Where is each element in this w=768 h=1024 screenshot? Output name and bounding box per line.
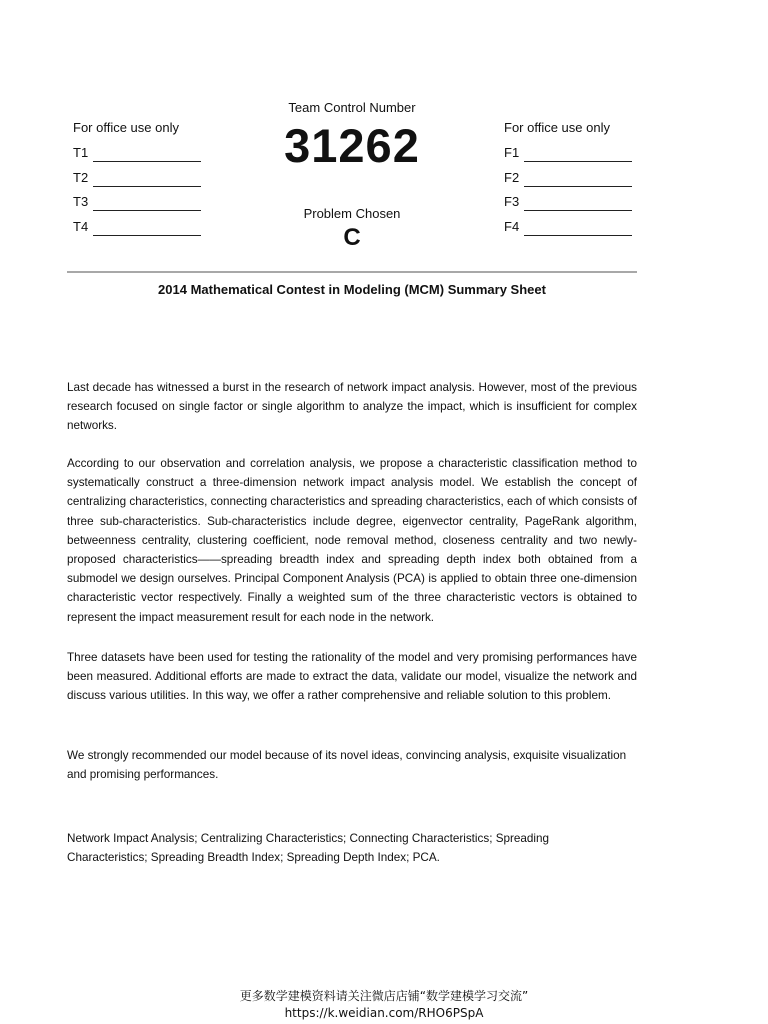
office-field-blank — [93, 222, 201, 236]
summary-paragraph-3: Three datasets have been used for testing the rationality of the model and very promising performances have been measured. Additional efforts are made to extract the data, validate our model, visualize the network and discuss various utilities. In this way, we offer a rather comprehensive and reliable solution to this problem. — [67, 651, 637, 703]
office-field-blank — [524, 197, 632, 211]
office-field-label: T2 — [73, 169, 89, 185]
office-field-blank — [93, 148, 201, 162]
office-field-f1 — [504, 144, 664, 162]
footer-promo-text: 更多数学建模资料请关注微店店铺“数学建模学习交流” — [239, 989, 529, 1003]
problem-chosen-label: Problem Chosen — [303, 206, 401, 221]
office-field-f3 — [504, 193, 664, 211]
office-field-t3 — [73, 193, 233, 211]
footer-link[interactable]: https://k.weidian.com/RHO6PSpA — [284, 1006, 484, 1020]
office-field-t4 — [73, 218, 233, 236]
office-field-label: F2 — [504, 169, 520, 185]
summary-paragraph-4: We strongly recommended our model because of its novel ideas, convincing analysis, exquisite visualization and promising performances. — [67, 749, 627, 782]
team-control-number: 31262 — [284, 119, 420, 172]
office-field-t1 — [73, 144, 233, 162]
summary-sheet-title: 2014 Mathematical Contest in Modeling (MCM) Summary Sheet — [158, 282, 546, 297]
header-divider — [67, 271, 637, 273]
office-field-label: T3 — [73, 194, 89, 210]
team-control-label: Team Control Number — [288, 100, 416, 115]
problem-chosen-value: C — [343, 224, 361, 251]
office-field-blank — [524, 148, 632, 162]
office-use-title-left: For office use only — [73, 120, 179, 135]
office-field-label: F1 — [504, 145, 520, 160]
office-field-blank — [524, 222, 632, 236]
office-field-label: T4 — [73, 219, 89, 235]
office-field-label: F3 — [504, 194, 520, 210]
office-field-label: F4 — [504, 219, 520, 235]
office-field-blank — [93, 197, 201, 211]
summary-paragraph-1: Last decade has witnessed a burst in the research of network impact analysis. However, most of the previous research focused on single factor or single algorithm to analyze the impact, which is insufficient for complex networks. — [67, 381, 637, 433]
office-use-right — [504, 119, 664, 243]
footer — [0, 988, 768, 1022]
office-use-title-right: For office use only — [504, 120, 610, 135]
office-use-left — [73, 119, 233, 243]
keywords: Network Impact Analysis; Centralizing Characteristics; Connecting Characteristics; Spreading Characteristics; Spreading Breadth Index; Spreading Depth Index; PCA. — [67, 832, 549, 865]
office-field-label: T1 — [73, 145, 89, 160]
office-field-t2 — [73, 169, 233, 187]
office-field-blank — [524, 173, 632, 187]
summary-paragraph-2: According to our observation and correlation analysis, we propose a characteristic classification method to systematically construct a three-dimension network impact analysis model. We establish the concept of centralizing characteristics, connecting characteristics and spreading characteristics, each of which consists of three sub-characteristics. Sub-characteristics include degree, eigenvector centrality, PageRank algorithm, betweenness centrality, clustering coefficient, node removal method, closeness centrality and two newly-proposed characteristics——spreading breadth index and spreading depth index both obtained from a submodel we design ourselves. Principal Component Analysis (PCA) is applied to obtain three one-dimension characteristic vector respectively. Finally a weighted sum of the three characteristic vectors is obtained to represent the impact measurement result for each node in the network. — [67, 457, 637, 624]
office-field-f2 — [504, 169, 664, 187]
office-field-f4 — [504, 218, 664, 236]
office-field-blank — [93, 173, 201, 187]
